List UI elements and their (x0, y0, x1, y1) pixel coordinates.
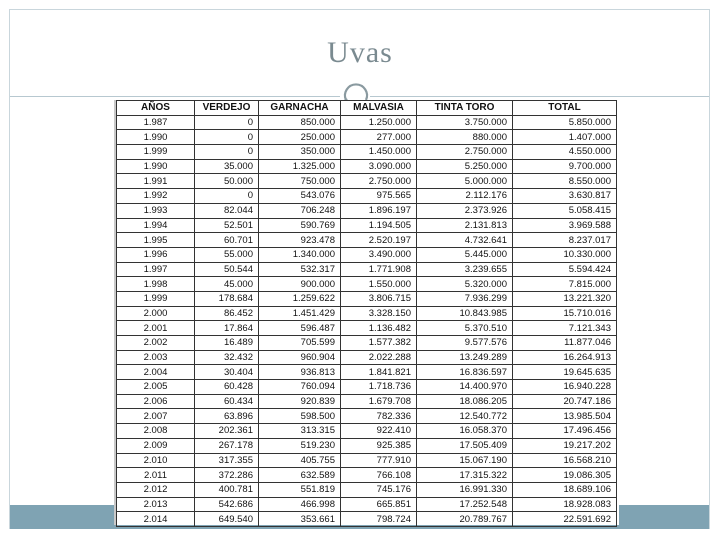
table-row (117, 394, 617, 409)
tinta-toro-cell: 3.750.000 (417, 115, 513, 130)
table-row (117, 365, 617, 380)
table-row (117, 350, 617, 365)
table-row (117, 424, 617, 439)
garnacha-cell: 750.000 (259, 174, 341, 189)
verdejo-cell: 52.501 (195, 218, 259, 233)
tinta-toro-cell: 5.445.000 (417, 247, 513, 262)
tinta-toro-cell: 5.370.510 (417, 321, 513, 336)
verdejo-cell: 372.286 (195, 468, 259, 483)
tinta-toro-cell: 2.750.000 (417, 145, 513, 160)
year-cell: 2.009 (117, 438, 195, 453)
verdejo-cell: 16.489 (195, 336, 259, 351)
malvasia-cell: 975.565 (341, 189, 417, 204)
garnacha-cell: 920.839 (259, 394, 341, 409)
tinta-toro-cell: 5.000.000 (417, 174, 513, 189)
table-row (117, 130, 617, 145)
verdejo-cell: 0 (195, 145, 259, 160)
year-cell: 2.000 (117, 306, 195, 321)
total-cell: 18.689.106 (513, 482, 617, 497)
verdejo-cell: 0 (195, 130, 259, 145)
header-total: TOTAL (513, 101, 617, 116)
tinta-toro-cell: 16.836.597 (417, 365, 513, 380)
total-cell: 5.058.415 (513, 203, 617, 218)
table-row (117, 336, 617, 351)
tinta-toro-cell: 5.250.000 (417, 159, 513, 174)
data-table-container (114, 100, 619, 525)
garnacha-cell: 405.755 (259, 453, 341, 468)
total-cell: 19.645.635 (513, 365, 617, 380)
verdejo-cell: 45.000 (195, 277, 259, 292)
malvasia-cell: 1.577.382 (341, 336, 417, 351)
header-years: AÑOS (117, 101, 195, 116)
verdejo-cell: 82.044 (195, 203, 259, 218)
year-cell: 1.999 (117, 145, 195, 160)
year-cell: 1.990 (117, 159, 195, 174)
malvasia-cell: 3.090.000 (341, 159, 417, 174)
year-cell: 1.990 (117, 130, 195, 145)
year-cell: 2.013 (117, 497, 195, 512)
total-cell: 18.928.083 (513, 497, 617, 512)
table-body (117, 115, 617, 526)
tinta-toro-cell: 20.789.767 (417, 512, 513, 527)
verdejo-cell: 17.864 (195, 321, 259, 336)
year-cell: 2.007 (117, 409, 195, 424)
verdejo-cell: 50.544 (195, 262, 259, 277)
garnacha-cell: 350.000 (259, 145, 341, 160)
tinta-toro-cell: 9.577.576 (417, 336, 513, 351)
malvasia-cell: 2.022.288 (341, 350, 417, 365)
tinta-toro-cell: 16.991.330 (417, 482, 513, 497)
header-malvasia: MALVASIA (341, 101, 417, 116)
verdejo-cell: 202.361 (195, 424, 259, 439)
verdejo-cell: 50.000 (195, 174, 259, 189)
malvasia-cell: 1.896.197 (341, 203, 417, 218)
table-row (117, 233, 617, 248)
verdejo-cell: 60.701 (195, 233, 259, 248)
garnacha-cell: 706.248 (259, 203, 341, 218)
garnacha-cell: 923.478 (259, 233, 341, 248)
tinta-toro-cell: 17.252.548 (417, 497, 513, 512)
verdejo-cell: 35.000 (195, 159, 259, 174)
garnacha-cell: 760.094 (259, 380, 341, 395)
tinta-toro-cell: 13.249.289 (417, 350, 513, 365)
malvasia-cell: 1.550.000 (341, 277, 417, 292)
year-cell: 2.001 (117, 321, 195, 336)
malvasia-cell: 782.336 (341, 409, 417, 424)
tinta-toro-cell: 2.131.813 (417, 218, 513, 233)
tinta-toro-cell: 12.540.772 (417, 409, 513, 424)
total-cell: 13.221.320 (513, 291, 617, 306)
year-cell: 2.010 (117, 453, 195, 468)
malvasia-cell: 1.679.708 (341, 394, 417, 409)
tinta-toro-cell: 15.067.190 (417, 453, 513, 468)
tinta-toro-cell: 4.732.641 (417, 233, 513, 248)
table-row (117, 468, 617, 483)
verdejo-cell: 178.684 (195, 291, 259, 306)
tinta-toro-cell: 2.112.176 (417, 189, 513, 204)
year-cell: 2.011 (117, 468, 195, 483)
table-row (117, 159, 617, 174)
tinta-toro-cell: 16.058.370 (417, 424, 513, 439)
malvasia-cell: 777.910 (341, 453, 417, 468)
table-row (117, 174, 617, 189)
total-cell: 19.086.305 (513, 468, 617, 483)
title-divider-left (10, 96, 340, 97)
malvasia-cell: 2.520.197 (341, 233, 417, 248)
total-cell: 13.985.504 (513, 409, 617, 424)
garnacha-cell: 466.998 (259, 497, 341, 512)
verdejo-cell: 32.432 (195, 350, 259, 365)
table-row (117, 277, 617, 292)
garnacha-cell: 1.451.429 (259, 306, 341, 321)
table-row (117, 115, 617, 130)
garnacha-cell: 850.000 (259, 115, 341, 130)
garnacha-cell: 519.230 (259, 438, 341, 453)
verdejo-cell: 267.178 (195, 438, 259, 453)
total-cell: 8.550.000 (513, 174, 617, 189)
garnacha-cell: 551.819 (259, 482, 341, 497)
year-cell: 1.995 (117, 233, 195, 248)
malvasia-cell: 2.750.000 (341, 174, 417, 189)
total-cell: 3.630.817 (513, 189, 617, 204)
garnacha-cell: 705.599 (259, 336, 341, 351)
malvasia-cell: 3.328.150 (341, 306, 417, 321)
total-cell: 4.550.000 (513, 145, 617, 160)
garnacha-cell: 353.661 (259, 512, 341, 527)
garnacha-cell: 596.487 (259, 321, 341, 336)
table-row (117, 189, 617, 204)
tinta-toro-cell: 880.000 (417, 130, 513, 145)
header-tinta-toro: TINTA TORO (417, 101, 513, 116)
total-cell: 20.747.186 (513, 394, 617, 409)
tinta-toro-cell: 17.315.322 (417, 468, 513, 483)
table-row (117, 497, 617, 512)
tinta-toro-cell: 14.400.970 (417, 380, 513, 395)
malvasia-cell: 1.718.736 (341, 380, 417, 395)
garnacha-cell: 1.259.622 (259, 291, 341, 306)
total-cell: 11.877.046 (513, 336, 617, 351)
malvasia-cell: 745.176 (341, 482, 417, 497)
garnacha-cell: 900.000 (259, 277, 341, 292)
year-cell: 1.996 (117, 247, 195, 262)
total-cell: 7.815.000 (513, 277, 617, 292)
table-row (117, 247, 617, 262)
garnacha-cell: 936.813 (259, 365, 341, 380)
tinta-toro-cell: 17.505.409 (417, 438, 513, 453)
verdejo-cell: 86.452 (195, 306, 259, 321)
year-cell: 2.004 (117, 365, 195, 380)
total-cell: 9.700.000 (513, 159, 617, 174)
year-cell: 1.987 (117, 115, 195, 130)
verdejo-cell: 317.355 (195, 453, 259, 468)
malvasia-cell: 665.851 (341, 497, 417, 512)
verdejo-cell: 30.404 (195, 365, 259, 380)
title-divider-right (370, 96, 709, 97)
malvasia-cell: 798.724 (341, 512, 417, 527)
year-cell: 1.992 (117, 189, 195, 204)
table-row (117, 482, 617, 497)
garnacha-cell: 960.904 (259, 350, 341, 365)
year-cell: 2.003 (117, 350, 195, 365)
tinta-toro-cell: 10.843.985 (417, 306, 513, 321)
garnacha-cell: 590.769 (259, 218, 341, 233)
malvasia-cell: 3.806.715 (341, 291, 417, 306)
year-cell: 2.006 (117, 394, 195, 409)
verdejo-cell: 400.781 (195, 482, 259, 497)
total-cell: 16.264.913 (513, 350, 617, 365)
tinta-toro-cell: 7.936.299 (417, 291, 513, 306)
table-header-row (117, 101, 617, 116)
table-row (117, 380, 617, 395)
total-cell: 1.407.000 (513, 130, 617, 145)
header-verdejo: VERDEJO (195, 101, 259, 116)
garnacha-cell: 632.589 (259, 468, 341, 483)
table-row (117, 409, 617, 424)
verdejo-cell: 55.000 (195, 247, 259, 262)
malvasia-cell: 1.771.908 (341, 262, 417, 277)
verdejo-cell: 60.428 (195, 380, 259, 395)
year-cell: 1.998 (117, 277, 195, 292)
total-cell: 8.237.017 (513, 233, 617, 248)
verdejo-cell: 60.434 (195, 394, 259, 409)
year-cell: 2.014 (117, 512, 195, 527)
total-cell: 17.496.456 (513, 424, 617, 439)
verdejo-cell: 649.540 (195, 512, 259, 527)
malvasia-cell: 925.385 (341, 438, 417, 453)
year-cell: 2.005 (117, 380, 195, 395)
garnacha-cell: 313.315 (259, 424, 341, 439)
malvasia-cell: 1.250.000 (341, 115, 417, 130)
malvasia-cell: 1.450.000 (341, 145, 417, 160)
total-cell: 7.121.343 (513, 321, 617, 336)
year-cell: 1.991 (117, 174, 195, 189)
year-cell: 1.997 (117, 262, 195, 277)
tinta-toro-cell: 5.320.000 (417, 277, 513, 292)
table-row (117, 306, 617, 321)
malvasia-cell: 1.194.505 (341, 218, 417, 233)
malvasia-cell: 766.108 (341, 468, 417, 483)
table-row (117, 203, 617, 218)
malvasia-cell: 1.841.821 (341, 365, 417, 380)
year-cell: 1.999 (117, 291, 195, 306)
total-cell: 3.969.588 (513, 218, 617, 233)
grape-production-table (116, 100, 617, 527)
malvasia-cell: 3.490.000 (341, 247, 417, 262)
verdejo-cell: 542.686 (195, 497, 259, 512)
total-cell: 5.850.000 (513, 115, 617, 130)
total-cell: 16.568.210 (513, 453, 617, 468)
year-cell: 1.993 (117, 203, 195, 218)
slide-title: Uvas (327, 36, 393, 69)
table-row (117, 438, 617, 453)
table-row (117, 145, 617, 160)
total-cell: 10.330.000 (513, 247, 617, 262)
year-cell: 1.994 (117, 218, 195, 233)
year-cell: 2.012 (117, 482, 195, 497)
table-row (117, 512, 617, 527)
garnacha-cell: 532.317 (259, 262, 341, 277)
table-row (117, 218, 617, 233)
total-cell: 5.594.424 (513, 262, 617, 277)
garnacha-cell: 1.325.000 (259, 159, 341, 174)
tinta-toro-cell: 18.086.205 (417, 394, 513, 409)
total-cell: 22.591.692 (513, 512, 617, 527)
table-row (117, 321, 617, 336)
total-cell: 19.217.202 (513, 438, 617, 453)
table-row (117, 291, 617, 306)
garnacha-cell: 1.340.000 (259, 247, 341, 262)
verdejo-cell: 0 (195, 115, 259, 130)
garnacha-cell: 250.000 (259, 130, 341, 145)
tinta-toro-cell: 3.239.655 (417, 262, 513, 277)
tinta-toro-cell: 2.373.926 (417, 203, 513, 218)
year-cell: 2.008 (117, 424, 195, 439)
malvasia-cell: 277.000 (341, 130, 417, 145)
garnacha-cell: 543.076 (259, 189, 341, 204)
malvasia-cell: 1.136.482 (341, 321, 417, 336)
year-cell: 2.002 (117, 336, 195, 351)
verdejo-cell: 0 (195, 189, 259, 204)
table-row (117, 262, 617, 277)
header-garnacha: GARNACHA (259, 101, 341, 116)
total-cell: 16.940.228 (513, 380, 617, 395)
malvasia-cell: 922.410 (341, 424, 417, 439)
verdejo-cell: 63.896 (195, 409, 259, 424)
table-row (117, 453, 617, 468)
total-cell: 15.710.016 (513, 306, 617, 321)
garnacha-cell: 598.500 (259, 409, 341, 424)
